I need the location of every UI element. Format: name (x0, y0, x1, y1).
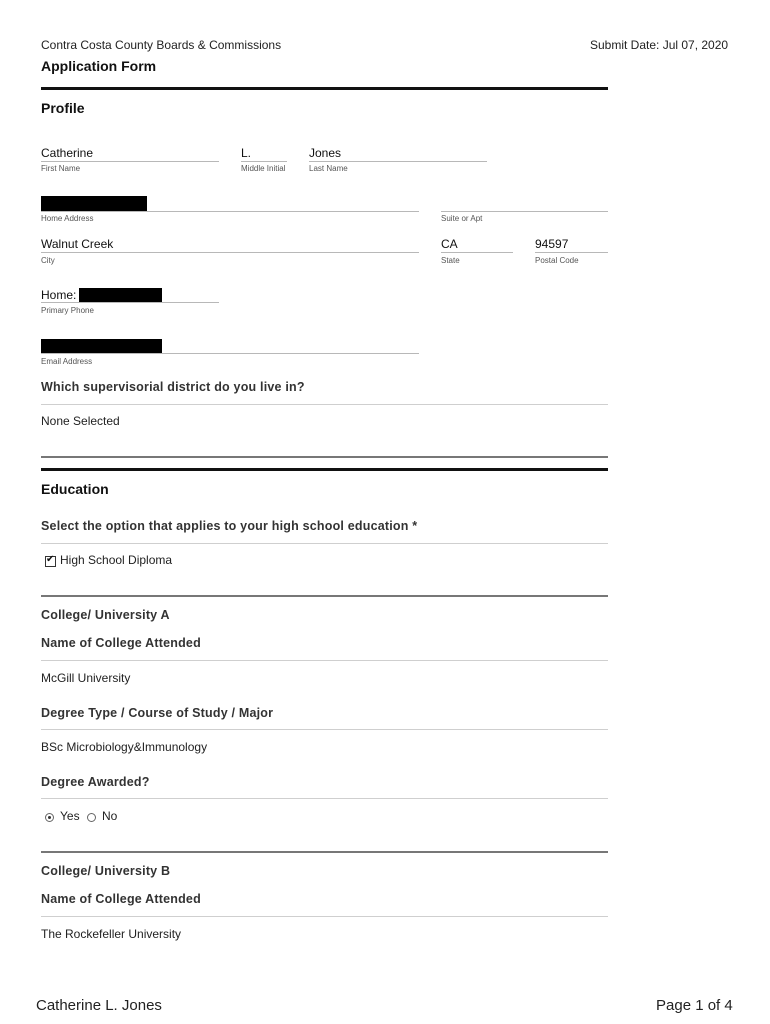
organization-name: Contra Costa County Boards & Commissions (41, 38, 282, 52)
suite-underline (441, 211, 608, 212)
email-caption: Email Address (41, 357, 93, 366)
form-title: Application Form (41, 58, 157, 74)
district-answer: None Selected (41, 414, 120, 428)
header-divider (41, 87, 608, 90)
home-address-caption: Home Address (41, 214, 94, 223)
footer-applicant-name: Catherine L. Jones (36, 997, 162, 1014)
district-question: Which supervisorial district do you live in? (41, 380, 305, 394)
postal-code-underline (535, 252, 608, 253)
college-a-awarded-divider (41, 798, 608, 799)
high-school-diploma-checkbox[interactable] (45, 556, 56, 567)
college-a-degree-label: Degree Type / Course of Study / Major (41, 706, 274, 720)
phone-caption: Primary Phone (41, 306, 94, 315)
college-a-degree-divider (41, 729, 608, 730)
education-section-title: Education (41, 481, 109, 497)
profile-end-divider (41, 456, 608, 458)
phone-prefix: Home: (41, 288, 77, 302)
suite-caption: Suite or Apt (441, 214, 483, 223)
college-b-name-value: The Rockefeller University (41, 927, 182, 941)
college-a-name-divider (41, 660, 608, 661)
college-b-name-label: Name of College Attended (41, 892, 201, 906)
city-value: Walnut Creek (41, 237, 114, 251)
college-a-awarded-label: Degree Awarded? (41, 775, 150, 789)
degree-awarded-no-radio[interactable] (87, 813, 96, 822)
middle-initial-underline (241, 161, 287, 162)
profile-section-title: Profile (41, 100, 85, 116)
college-b-divider (41, 851, 608, 853)
phone-redaction (79, 288, 162, 303)
first-name-caption: First Name (41, 164, 81, 173)
degree-awarded-yes-label: Yes (60, 809, 80, 823)
city-caption: City (41, 256, 55, 265)
postal-code-caption: Postal Code (535, 256, 579, 265)
city-underline (41, 252, 419, 253)
home-address-redaction (41, 196, 147, 211)
high-school-divider (41, 543, 608, 544)
degree-awarded-no-label: No (102, 809, 118, 823)
submit-date: Submit Date: Jul 07, 2020 (590, 38, 729, 52)
middle-initial-caption: Middle Initial (241, 164, 286, 173)
education-divider (41, 468, 608, 471)
college-b-title: College/ University B (41, 864, 171, 878)
college-b-name-divider (41, 916, 608, 917)
email-redaction (41, 339, 162, 354)
high-school-question: Select the option that applies to your high school education * (41, 519, 418, 533)
home-address-underline (41, 211, 419, 212)
footer-page-number: Page 1 of 4 (656, 997, 733, 1014)
postal-code-value: 94597 (535, 237, 569, 251)
phone-underline (41, 302, 219, 303)
district-divider (41, 404, 608, 405)
last-name-caption: Last Name (309, 164, 348, 173)
college-a-name-value: McGill University (41, 671, 131, 685)
college-a-title: College/ University A (41, 608, 170, 622)
last-name-value: Jones (309, 146, 342, 160)
college-a-degree-value: BSc Microbiology&Immunology (41, 740, 208, 754)
email-underline (41, 353, 419, 354)
college-a-divider (41, 595, 608, 597)
radio-selected-dot (48, 816, 51, 819)
middle-initial-value: L. (241, 146, 252, 160)
first-name-value: Catherine (41, 146, 94, 160)
state-value: CA (441, 237, 458, 251)
state-underline (441, 252, 513, 253)
last-name-underline (309, 161, 487, 162)
first-name-underline (41, 161, 219, 162)
high-school-diploma-label: High School Diploma (60, 553, 173, 567)
state-caption: State (441, 256, 460, 265)
checkmark-icon: ✔ (46, 554, 55, 565)
college-a-name-label: Name of College Attended (41, 636, 201, 650)
degree-awarded-yes-radio[interactable] (45, 813, 54, 822)
